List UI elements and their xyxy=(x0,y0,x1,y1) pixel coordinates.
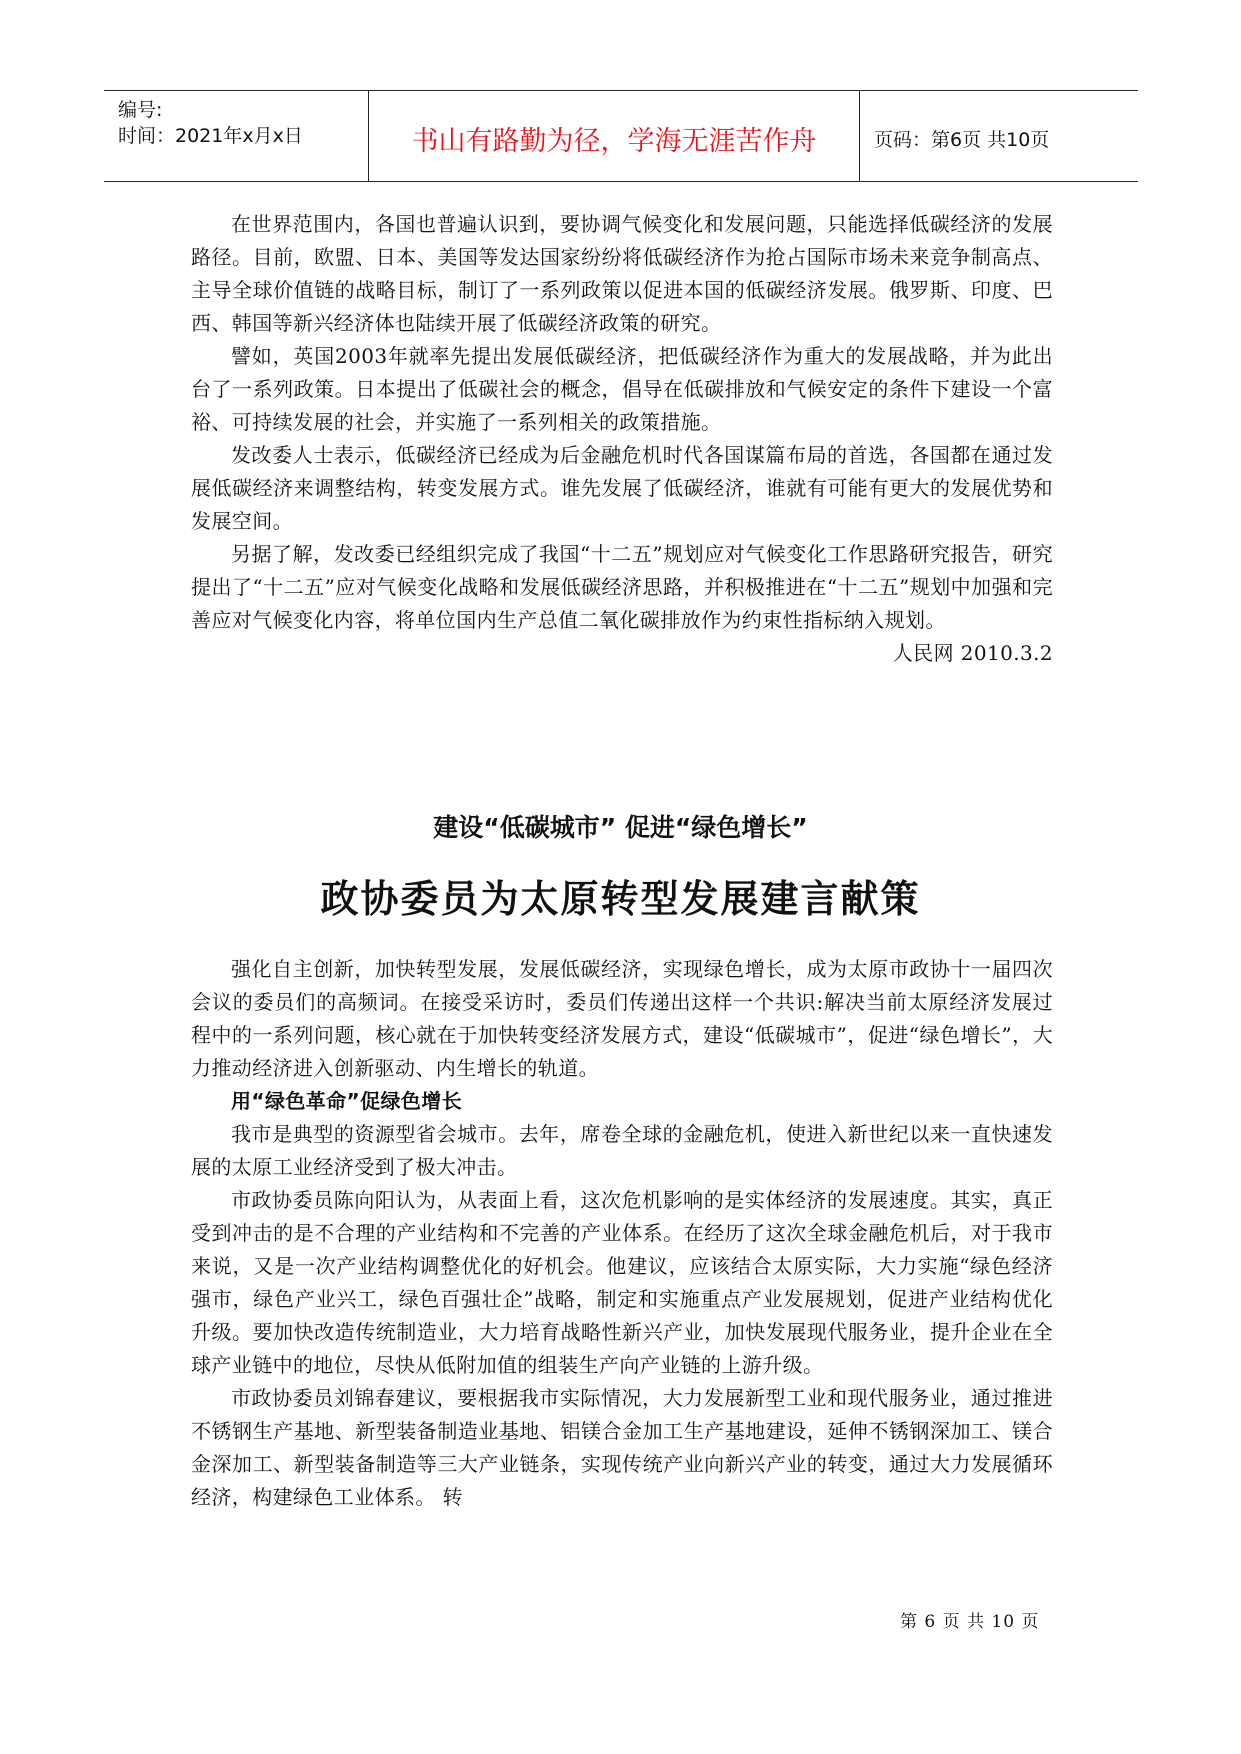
article1-source: 人民网 2010.3.2 xyxy=(892,641,1053,665)
header-motto-cell xyxy=(368,91,860,181)
article1-paragraph: 发改委人士表示，低碳经济已经成为后金融危机时代各国谋篇布局的首选，各国都在通过发展低碳经济来调整结构，转变发展方式。谁先发展了低碳经济，谁就有可能有更大的发展优势和发展空间。 xyxy=(191,443,1053,533)
article2-title: 政协委员为太原转型发展建言献策 xyxy=(320,877,921,921)
document-number-label: 编号: xyxy=(118,99,163,121)
document-time-label: 时间：2021年x月x日 xyxy=(118,125,303,147)
article2-paragraph: 我市是典型的资源型省会城市。去年，席卷全球的金融危机，使进入新世纪以来一直快速发展的太原工业经济受到了极大冲击。 xyxy=(191,1122,1053,1179)
header-meta-cell xyxy=(104,91,368,181)
page-footer: 第 6 页 共 10 页 xyxy=(900,1612,1040,1632)
article2-paragraph: 市政协委员刘锦春建议，要根据我市实际情况，大力发展新型工业和现代服务业，通过推进不锈钢生产基地、新型装备制造业基地、铝镁合金加工生产基地建设，延伸不锈钢深加工、镁合金深加工、新型装备制造等三大产业链条，实现传统产业向新兴产业的转变，通过大力发展循环经济，构建绿色工业体系。 转 xyxy=(191,1386,1053,1509)
article2-subtitle: 建设“低碳城市” 促进“绿色增长” xyxy=(433,813,808,842)
article1-paragraph: 在世界范围内，各国也普遍认识到，要协调气候变化和发展问题，只能选择低碳经济的发展路径。目前，欧盟、日本、美国等发达国家纷纷将低碳经济作为抢占国际市场未来竞争制高点、主导全球价值链的战略目标，制订了一系列政策以促进本国的低碳经济发展。俄罗斯、印度、巴西、韩国等新兴经济体也陆续开展了低碳经济政策的研究。 xyxy=(191,212,1053,335)
article2-section-heading: 用“绿色革命”促绿色增长 xyxy=(231,1089,463,1113)
article1-paragraph: 另据了解，发改委已经组织完成了我国“十二五”规划应对气候变化工作思路研究报告，研究提出了“十二五”应对气候变化战略和发展低碳经济思路，并积极推进在“十二五”规划中加强和完善应对气候变化内容，将单位国内生产总值二氧化碳排放作为约束性指标纳入规划。 xyxy=(191,542,1053,632)
header-page-info: 页码：第6页 共10页 xyxy=(874,129,1050,151)
header-page-cell xyxy=(860,91,1138,181)
document-header xyxy=(104,90,1138,182)
article1-body xyxy=(191,208,1053,670)
article2-intro: 强化自主创新，加快转型发展，发展低碳经济，实现绿色增长，成为太原市政协十一届四次会议的委员们的高频词。在接受采访时，委员们传递出这样一个共识:解决当前太原经济发展过程中的一系列问题，核心就在于加快转变经济发展方式，建设“低碳城市”，促进“绿色增长”，大力推动经济进入创新驱动、内生增长的轨道。 xyxy=(191,957,1053,1080)
header-motto: 书山有路勤为径，学海无涯苦作舟 xyxy=(411,126,817,157)
article1-paragraph: 譬如，英国2003年就率先提出发展低碳经济，把低碳经济作为重大的发展战略，并为此出台了一系列政策。日本提出了低碳社会的概念，倡导在低碳排放和气候安定的条件下建设一个富裕、可持续发展的社会，并实施了一系列相关的政策措施。 xyxy=(191,344,1053,434)
article2-body xyxy=(191,953,1053,1514)
article2-paragraph: 市政协委员陈向阳认为，从表面上看，这次危机影响的是实体经济的发展速度。其实，真正受到冲击的是不合理的产业结构和不完善的产业体系。在经历了这次全球金融危机后，对于我市来说，又是一次产业结构调整优化的好机会。他建议，应该结合太原实际，大力实施“绿色经济强市，绿色产业兴工，绿色百强壮企”战略，制定和实施重点产业发展规划，促进产业结构优化升级。要加快改造传统制造业，大力培育战略性新兴产业，加快发展现代服务业，提升企业在全球产业链中的地位，尽快从低附加值的组装生产向产业链的上游升级。 xyxy=(191,1188,1053,1377)
